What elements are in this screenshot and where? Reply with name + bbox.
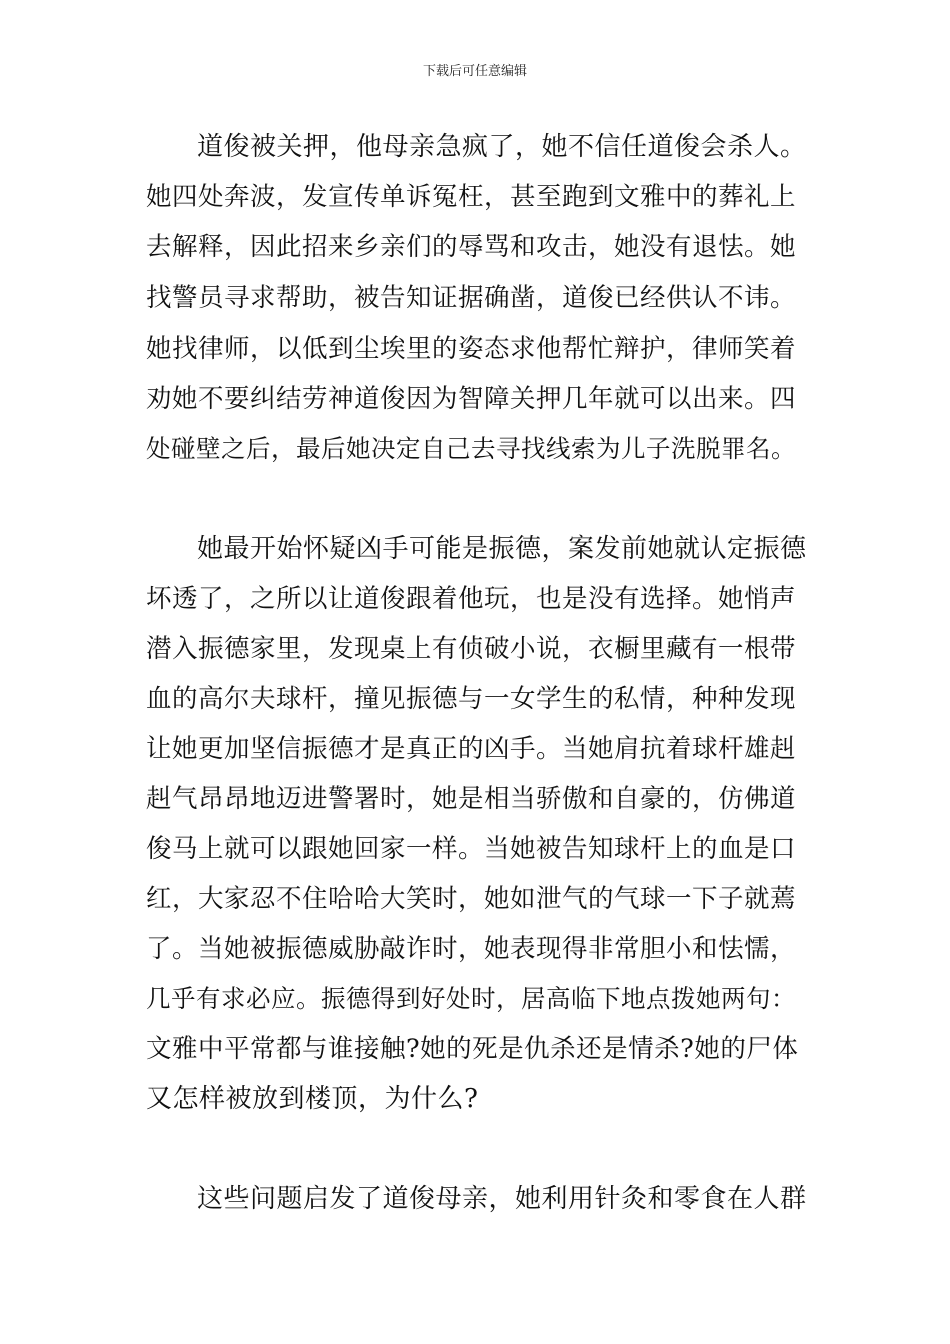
text-line: 她最开始怀疑凶手可能是振德，案发前她就认定振德 xyxy=(197,534,807,564)
text-line: 坏透了，之所以让道俊跟着他玩，也是没有选择。她悄声 xyxy=(146,584,797,614)
text-line: 处碰壁之后，最后她决定自己去寻找线索为儿子洗脱罪名。 xyxy=(146,434,796,463)
text-line: 血的高尔夫球杆，撞见振德与一女学生的私情，种种发现 xyxy=(146,684,797,714)
text-line: 这些问题启发了道俊母亲，她利用针灸和零食在人群 xyxy=(197,1184,807,1214)
text-line: 了。当她被振德威胁敲诈时，她表现得非常胆小和怯懦， xyxy=(146,934,797,964)
text-line: 道俊被关押，他母亲急疯了，她不信任道俊会杀人。 xyxy=(197,132,807,162)
text-line: 赳气昂昂地迈进警署时，她是相当骄傲和自豪的，仿佛道 xyxy=(146,784,797,814)
text-line: 又怎样被放到楼顶，为什么? xyxy=(146,1084,479,1114)
text-line: 几乎有求必应。振德得到好处时，居高临下地点拨她两句： xyxy=(146,984,796,1013)
text-line: 找警员寻求帮助，被告知证据确凿，道俊已经供认不讳。 xyxy=(146,283,797,313)
text-line: 她找律师，以低到尘埃里的姿态求他帮忙辩护，律师笑着 xyxy=(146,334,797,364)
text-line: 她四处奔波，发宣传单诉冤枉，甚至跑到文雅中的葬礼上 xyxy=(146,182,797,212)
text-line: 文雅中平常都与谁接触?她的死是仇杀还是情杀?她的尸体 xyxy=(146,1034,799,1064)
text-line: 潜入振德家里，发现桌上有侦破小说，衣橱里藏有一根带 xyxy=(146,634,797,664)
text-line: 让她更加坚信振德才是真正的凶手。当她肩抗着球杆雄赳 xyxy=(146,734,797,764)
page-header: 下载后可任意编辑 xyxy=(422,64,527,79)
text-line: 俊马上就可以跟她回家一样。当她被告知球杆上的血是口 xyxy=(146,834,797,864)
text-line: 去解释，因此招来乡亲们的辱骂和攻击，她没有退怯。她 xyxy=(146,232,797,262)
text-line: 劝她不要纠结劳神道俊因为智障关押几年就可以出来。四 xyxy=(146,384,797,414)
text-line: 红，大家忍不住哈哈大笑时，她如泄气的气球一下子就蔫 xyxy=(146,884,797,914)
